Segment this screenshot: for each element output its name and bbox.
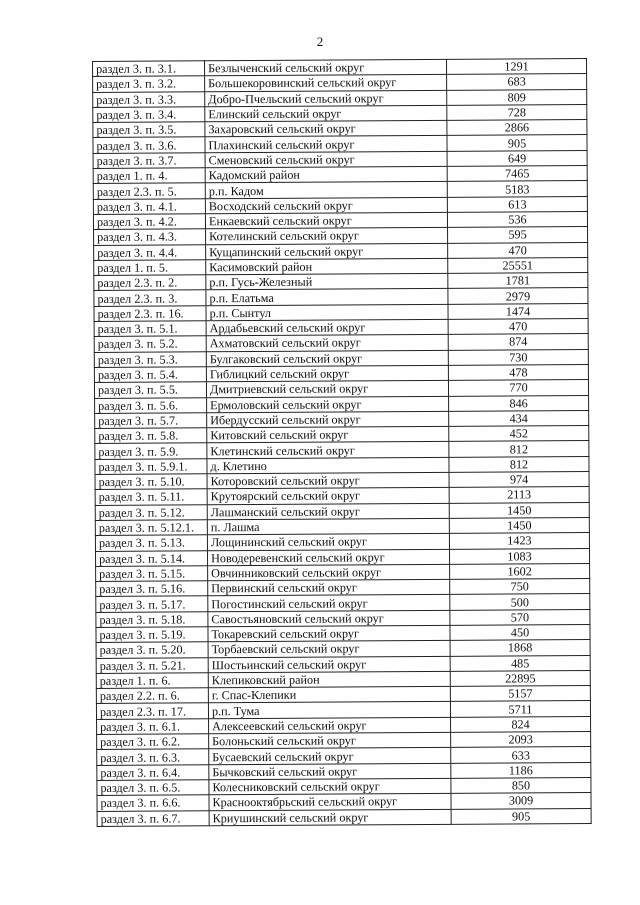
- population-value-cell: 500: [450, 594, 590, 610]
- territory-name-cell: Енкаевский сельский округ: [205, 212, 447, 229]
- territory-name-cell: Торбаевский сельский округ: [208, 641, 450, 658]
- population-value-cell: 1450: [449, 517, 589, 533]
- territory-name-cell: Овчинниковский сельский округ: [208, 564, 450, 581]
- section-ref-cell: раздел 3. п. 5.16.: [96, 581, 208, 597]
- section-ref-cell: раздел 3. п. 6.2.: [97, 734, 209, 750]
- territory-name-cell: Токаревский сельский округ: [208, 625, 450, 642]
- population-value-cell: 22895: [450, 670, 590, 686]
- territory-name-cell: Савостьяновский сельский округ: [208, 610, 450, 627]
- territory-name-cell: Клетинский сельский округ: [207, 442, 449, 459]
- section-ref-cell: раздел 3. п. 5.15.: [96, 566, 208, 582]
- population-value-cell: 595: [448, 227, 588, 243]
- section-ref-cell: раздел 1. п. 6.: [96, 673, 208, 689]
- population-value-cell: 812: [449, 441, 589, 457]
- territory-name-cell: р.п. Кадом: [205, 182, 447, 199]
- section-ref-cell: раздел 3. п. 5.10.: [95, 474, 207, 490]
- section-ref-cell: раздел 3. п. 5.1.: [94, 321, 206, 337]
- population-value-cell: 2866: [447, 120, 587, 136]
- territory-name-cell: Криушинский сельский округ: [209, 809, 451, 826]
- section-ref-cell: раздел 3. п. 5.8.: [95, 428, 207, 444]
- territory-name-cell: Кадомский район: [205, 166, 447, 183]
- section-ref-cell: раздел 2.3. п. 3.: [94, 290, 206, 306]
- section-ref-cell: раздел 1. п. 4.: [93, 168, 205, 184]
- territory-name-cell: Которовский сельский округ: [207, 472, 449, 489]
- population-value-cell: 683: [447, 74, 587, 90]
- territory-name-cell: Бычковский сельский округ: [209, 763, 451, 780]
- territory-name-cell: Крутоярский сельский округ: [207, 488, 449, 505]
- section-ref-cell: раздел 2.3. п. 2.: [94, 275, 206, 291]
- section-ref-cell: раздел 3. п. 3.1.: [93, 61, 205, 77]
- section-ref-cell: раздел 2.3. п. 5.: [93, 183, 205, 199]
- population-value-cell: 905: [451, 808, 591, 824]
- territory-name-cell: Большекоровинский сельский округ: [205, 75, 447, 92]
- section-ref-cell: раздел 2.3. п. 17.: [96, 703, 208, 719]
- territory-name-cell: Краснооктябрьский сельский округ: [209, 794, 451, 811]
- section-ref-cell: раздел 3. п. 5.4.: [94, 367, 206, 383]
- territory-name-cell: Елинский сельский округ: [205, 105, 447, 122]
- territory-name-cell: Плахинский сельский округ: [205, 136, 447, 153]
- section-ref-cell: раздел 3. п. 4.3.: [94, 229, 206, 245]
- population-table: [92, 58, 592, 827]
- territory-name-cell: Кущапинский сельский округ: [206, 243, 448, 260]
- population-value-cell: 3009: [451, 793, 591, 809]
- population-value-cell: 770: [448, 380, 588, 396]
- section-ref-cell: раздел 1. п. 5.: [94, 260, 206, 276]
- population-value-cell: 2093: [451, 732, 591, 748]
- section-ref-cell: раздел 3. п. 5.5.: [94, 382, 206, 398]
- population-value-cell: 809: [447, 89, 587, 105]
- table-body: [93, 58, 592, 826]
- population-value-cell: 1423: [449, 533, 589, 549]
- population-value-cell: 874: [448, 334, 588, 350]
- territory-name-cell: Лашманский сельский округ: [207, 503, 449, 520]
- territory-name-cell: Болоньский сельский округ: [209, 732, 451, 749]
- population-value-cell: 728: [447, 104, 587, 120]
- population-value-cell: 1781: [448, 273, 588, 289]
- section-ref-cell: раздел 3. п. 5.13.: [95, 535, 207, 551]
- section-ref-cell: раздел 2.2. п. 6.: [96, 688, 208, 704]
- section-ref-cell: раздел 3. п. 5.7.: [95, 413, 207, 429]
- population-value-cell: 452: [449, 426, 589, 442]
- section-ref-cell: раздел 3. п. 6.6.: [97, 795, 209, 811]
- population-value-cell: 1868: [450, 640, 590, 656]
- territory-name-cell: Китовский сельский округ: [207, 426, 449, 443]
- population-value-cell: 485: [450, 655, 590, 671]
- population-value-cell: 824: [451, 716, 591, 732]
- population-value-cell: 974: [449, 471, 589, 487]
- section-ref-cell: раздел 3. п. 5.3.: [94, 351, 206, 367]
- population-value-cell: 2113: [449, 487, 589, 503]
- section-ref-cell: раздел 3. п. 6.4.: [97, 764, 209, 780]
- territory-name-cell: д. Клетино: [207, 457, 449, 474]
- territory-name-cell: р.п. Елатьма: [206, 289, 448, 306]
- population-value-cell: 1186: [451, 762, 591, 778]
- section-ref-cell: раздел 3. п. 3.2.: [93, 76, 205, 92]
- territory-name-cell: Касимовский район: [206, 258, 448, 275]
- territory-name-cell: Безлыченский сельский округ: [205, 59, 447, 76]
- population-value-cell: 1291: [446, 58, 586, 74]
- territory-name-cell: Погостинский сельский округ: [208, 595, 450, 612]
- territory-name-cell: Бусаевский сельский округ: [209, 748, 451, 765]
- territory-name-cell: р.п. Тума: [208, 702, 450, 719]
- section-ref-cell: раздел 3. п. 3.7.: [93, 153, 205, 169]
- population-value-cell: 470: [448, 242, 588, 258]
- section-ref-cell: раздел 3. п. 5.9.: [95, 443, 207, 459]
- population-value-cell: 812: [449, 456, 589, 472]
- population-value-cell: 905: [447, 135, 587, 151]
- population-value-cell: 633: [451, 747, 591, 763]
- section-ref-cell: раздел 3. п. 5.21.: [96, 657, 208, 673]
- population-value-cell: 434: [449, 410, 589, 426]
- population-value-cell: 649: [447, 150, 587, 166]
- section-ref-cell: раздел 3. п. 3.6.: [93, 137, 205, 153]
- population-value-cell: 570: [450, 609, 590, 625]
- territory-name-cell: Клепиковский район: [208, 671, 450, 688]
- population-value-cell: 5183: [447, 181, 587, 197]
- population-value-cell: 536: [447, 211, 587, 227]
- territory-name-cell: Колесниковский сельский округ: [209, 778, 451, 795]
- section-ref-cell: раздел 3. п. 3.3.: [93, 91, 205, 107]
- section-ref-cell: раздел 3. п. 5.14.: [95, 550, 207, 566]
- territory-name-cell: Шостьинский сельский округ: [208, 656, 450, 673]
- territory-name-cell: Алексеевский сельский округ: [209, 717, 451, 734]
- territory-name-cell: Добро-Пчельский сельский округ: [205, 90, 447, 107]
- territory-name-cell: Гиблицкий сельский округ: [206, 365, 448, 382]
- population-value-cell: 478: [448, 364, 588, 380]
- section-ref-cell: раздел 3. п. 5.17.: [96, 596, 208, 612]
- population-value-cell: 613: [447, 196, 587, 212]
- section-ref-cell: раздел 3. п. 6.1.: [97, 719, 209, 735]
- territory-name-cell: р.п. Сынтул: [206, 304, 448, 321]
- population-value-cell: 2979: [448, 288, 588, 304]
- section-ref-cell: раздел 3. п. 5.19.: [96, 627, 208, 643]
- section-ref-cell: раздел 3. п. 6.3.: [97, 749, 209, 765]
- section-ref-cell: раздел 3. п. 3.5.: [93, 122, 205, 138]
- population-value-cell: 7465: [447, 166, 587, 182]
- population-value-cell: 5157: [450, 686, 590, 702]
- territory-name-cell: Первинский сельский округ: [208, 579, 450, 596]
- territory-name-cell: Лощининский сельский округ: [207, 534, 449, 551]
- page-number: 2: [316, 34, 324, 49]
- territory-name-cell: Дмитриевский сельский округ: [206, 381, 448, 398]
- territory-name-cell: п. Лашма: [207, 518, 449, 535]
- section-ref-cell: раздел 3. п. 5.9.1.: [95, 459, 207, 475]
- section-ref-cell: раздел 3. п. 6.5.: [97, 780, 209, 796]
- population-value-cell: 730: [448, 349, 588, 365]
- section-ref-cell: раздел 3. п. 3.4.: [93, 107, 205, 123]
- section-ref-cell: раздел 3. п. 5.20.: [96, 642, 208, 658]
- population-value-cell: 450: [450, 624, 590, 640]
- section-ref-cell: раздел 3. п. 5.18.: [96, 611, 208, 627]
- population-value-cell: 1450: [449, 502, 589, 518]
- section-ref-cell: раздел 3. п. 5.2.: [94, 336, 206, 352]
- territory-name-cell: Сменовский сельский округ: [205, 151, 447, 168]
- population-value-cell: 5711: [450, 701, 590, 717]
- section-ref-cell: раздел 3. п. 5.6.: [95, 397, 207, 413]
- table-row: [97, 808, 591, 826]
- territory-name-cell: Новодеревенский сельский округ: [207, 549, 449, 566]
- territory-name-cell: Ардабьевский сельский округ: [206, 319, 448, 336]
- territory-name-cell: Восходский сельский округ: [205, 197, 447, 214]
- territory-name-cell: Булгаковский сельский округ: [206, 350, 448, 367]
- population-value-cell: 1474: [448, 303, 588, 319]
- territory-name-cell: Захаровский сельский округ: [205, 121, 447, 138]
- population-value-cell: 750: [450, 579, 590, 595]
- population-value-cell: 850: [451, 777, 591, 793]
- territory-name-cell: Ибердусский сельский округ: [207, 411, 449, 428]
- section-ref-cell: раздел 3. п. 4.4.: [94, 244, 206, 260]
- territory-name-cell: р.п. Гусь-Железный: [206, 273, 448, 290]
- territory-name-cell: Ермоловский сельский округ: [207, 396, 449, 413]
- section-ref-cell: раздел 3. п. 6.7.: [97, 810, 209, 826]
- population-value-cell: 1602: [450, 563, 590, 579]
- section-ref-cell: раздел 3. п. 5.11.: [95, 489, 207, 505]
- territory-name-cell: Ахматовский сельский округ: [206, 335, 448, 352]
- population-value-cell: 470: [448, 319, 588, 335]
- territory-name-cell: г. Спас-Клепики: [208, 686, 450, 703]
- section-ref-cell: раздел 3. п. 4.1.: [93, 198, 205, 214]
- territory-name-cell: Котелинский сельский округ: [206, 228, 448, 245]
- section-ref-cell: раздел 3. п. 4.2.: [93, 214, 205, 230]
- population-value-cell: 1083: [449, 548, 589, 564]
- population-value-cell: 25551: [448, 257, 588, 273]
- population-value-cell: 846: [449, 395, 589, 411]
- section-ref-cell: раздел 3. п. 5.12.: [95, 504, 207, 520]
- section-ref-cell: раздел 2.3. п. 16.: [94, 306, 206, 322]
- section-ref-cell: раздел 3. п. 5.12.1.: [95, 520, 207, 536]
